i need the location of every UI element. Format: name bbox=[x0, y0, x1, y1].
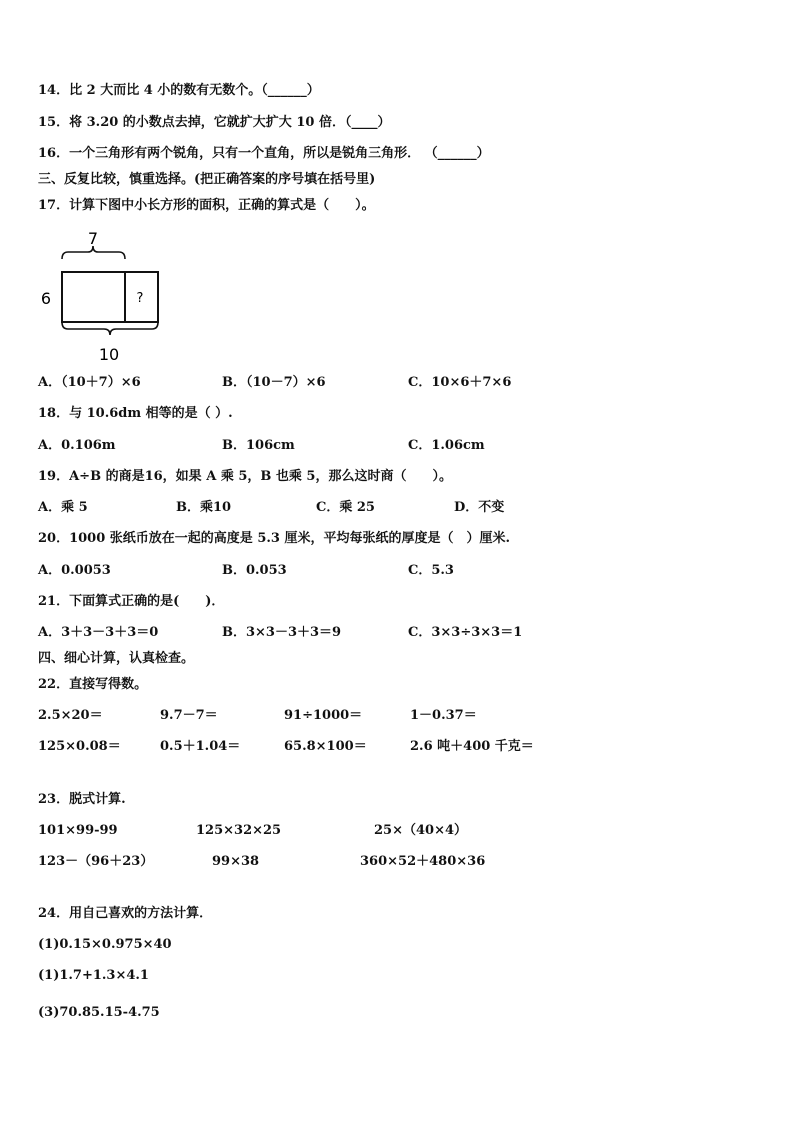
q18-option-b[interactable]: B．106cm bbox=[222, 438, 295, 453]
big-rectangle bbox=[62, 272, 158, 322]
q23-item-2: 125×32×25 bbox=[196, 823, 282, 838]
question-19: 19．A÷B 的商是16，如果 A 乘 5，B 也乘 5，那么这时商（ ）。 bbox=[38, 469, 452, 484]
question-24: 24．用自己喜欢的方法计算． bbox=[38, 906, 213, 921]
q23-item-4: 123－（96＋23） bbox=[38, 854, 154, 869]
q22-item-2: 9.7－7＝ bbox=[160, 708, 218, 723]
q19-option-b[interactable]: B．乘10 bbox=[176, 500, 232, 515]
q20-option-c[interactable]: C．5.3 bbox=[408, 563, 454, 578]
q18-option-c[interactable]: C．1.06cm bbox=[408, 438, 485, 453]
q24-item-1: (1)0.15×0.975×40 bbox=[38, 937, 172, 952]
question-20: 20．1000 张纸币放在一起的高度是 5.3 厘米，平均每张纸的厚度是（ ）厘米. bbox=[38, 531, 510, 546]
q19-option-d[interactable]: D．不变 bbox=[454, 500, 505, 515]
q17-option-c[interactable]: C．10×6＋7×6 bbox=[408, 375, 512, 390]
q21-option-b[interactable]: B．3×3－3＋3＝9 bbox=[222, 625, 342, 640]
q19-option-a[interactable]: A．乘 5 bbox=[38, 500, 88, 515]
question-14: 14．比 2 大而比 4 小的数有无数个。（______） bbox=[38, 83, 320, 98]
q22-item-3: 91÷1000＝ bbox=[284, 708, 363, 723]
q21-option-a[interactable]: A．3＋3－3＋3＝0 bbox=[38, 625, 159, 640]
q23-item-1: 101×99-99 bbox=[38, 823, 118, 838]
q24-item-2: (1)1.7+1.3×4.1 bbox=[38, 968, 149, 983]
q24-item-3: (3)70.85.15-4.75 bbox=[38, 1005, 160, 1020]
q23-item-5: 99×38 bbox=[212, 854, 260, 869]
unknown-mark: ? bbox=[136, 291, 144, 306]
section-4-heading: 四、细心计算，认真检查。 bbox=[38, 651, 195, 666]
q21-option-c[interactable]: C．3×3÷3×3＝1 bbox=[408, 625, 523, 640]
question-17: 17．计算下图中小长方形的面积，正确的算式是（ ）。 bbox=[38, 198, 375, 213]
question-16: 16．一个三角形有两个锐角，只有一个直角，所以是锐角三角形． （______） bbox=[38, 146, 490, 161]
figure-label-top: 7 bbox=[87, 229, 99, 248]
q20-option-a[interactable]: A．0.0053 bbox=[38, 563, 111, 578]
q17-option-b[interactable]: B．（10－7）×6 bbox=[222, 375, 326, 390]
q22-item-8: 2.6 吨＋400 千克＝ bbox=[410, 739, 534, 754]
question-23: 23．脱式计算. bbox=[38, 792, 126, 807]
q19-option-c[interactable]: C．乘 25 bbox=[316, 500, 375, 515]
q22-item-1: 2.5×20＝ bbox=[38, 708, 103, 723]
section-3-heading: 三、反复比较，慎重选择。(把正确答案的序号填在括号里) bbox=[38, 172, 376, 187]
q23-item-3: 25×（40×4） bbox=[374, 823, 468, 838]
question-15: 15．将 3.20 的小数点去掉，它就扩大扩大 10 倍．（____） bbox=[38, 115, 391, 130]
question-22: 22．直接写得数。 bbox=[38, 677, 148, 692]
top-brace bbox=[62, 246, 125, 259]
rectangle-figure bbox=[30, 226, 170, 370]
q18-option-a[interactable]: A．0.106m bbox=[38, 438, 116, 453]
figure-label-bottom: 10 bbox=[98, 345, 120, 364]
q22-item-4: 1－0.37＝ bbox=[410, 708, 477, 723]
q22-item-5: 125×0.08＝ bbox=[38, 739, 121, 754]
q20-option-b[interactable]: B．0.053 bbox=[222, 563, 287, 578]
q23-item-6: 360×52＋480×36 bbox=[360, 854, 486, 869]
q22-item-7: 65.8×100＝ bbox=[284, 739, 367, 754]
bottom-brace bbox=[62, 322, 158, 335]
question-18: 18．与 10.6dm 相等的是（ ）. bbox=[38, 406, 233, 421]
q22-item-6: 0.5＋1.04＝ bbox=[160, 739, 241, 754]
q17-option-a[interactable]: A．（10＋7）×6 bbox=[38, 375, 141, 390]
question-21: 21．下面算式正确的是( )． bbox=[38, 594, 225, 609]
figure-label-left: 6 bbox=[40, 289, 52, 308]
